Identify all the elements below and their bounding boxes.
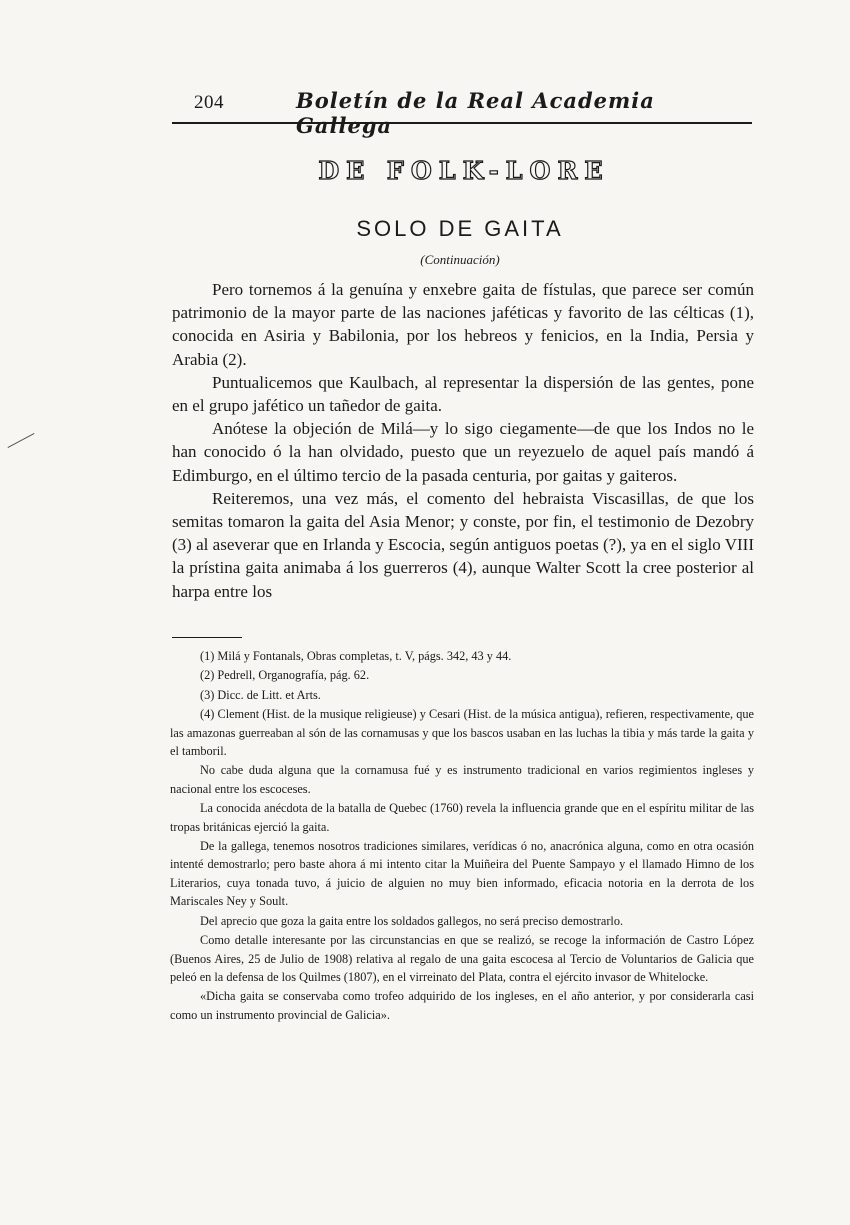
footnote: (1) Milá y Fontanals, Obras completas, t. V, págs. 342, 43 y 44. — [200, 649, 512, 663]
footnote-paragraph: La conocida anécdota de la batalla de Quebec (1760) revela la influencia grande que en el espíritu militar de las tropas británicas ejerció la gaita. — [170, 801, 754, 834]
footnote: (4) Clement (Hist. de la musique religieuse) y Cesari (Hist. de la música antigua), refieren, respectivamente, que las amazonas guerreaban al són de las cornamusas y que los bascos usaban en las luchas la tibia y más tarde la gaita y el tamboril. — [170, 707, 754, 759]
body-text — [172, 278, 754, 603]
page-header — [192, 88, 752, 138]
footnote-paragraph: «Dicha gaita se conservaba como trofeo adquirido de los ingleses, en el año anterior, y por considerarla casi como un instrumento provincial de Galicia». — [170, 989, 754, 1022]
footnotes — [170, 647, 754, 1025]
header-rule — [172, 122, 752, 124]
page-number: 204 — [194, 92, 224, 113]
footnote-paragraph: No cabe duda alguna que la cornamusa fué y es instrumento tradicional en varios regimientos ingleses y nacional entre los escoceses. — [170, 763, 754, 796]
article-title: SOLO DE GAITA — [356, 216, 564, 241]
running-title: Boletín de la Real Academia Gallega — [296, 88, 655, 138]
paragraph: Anótese la objeción de Milá—y lo sigo ciegamente—de que los Indos no le han conocido ó la han olvidado, puesto que un reyezuelo de aquel país mandó á Edimburgo, en el último tercio de la pasada centuria, por gaitas y gaiteros. — [172, 419, 754, 485]
paragraph: Reiteremos, una vez más, el comento del hebraista Viscasillas, de que los semitas tomaron la gaita del Asia Menor; y conste, por fin, el testimonio de Dezobry (3) al aseverar que en Irlanda y Escocia, según antiguos poetas (?), ya en el siglo VIII la prístina gaita animaba á los guerreros (4), aunque Walter Scott la cree posterior al harpa entre los — [172, 488, 754, 601]
footnote: (2) Pedrell, Organografía, pág. 62. — [200, 668, 370, 683]
section-title: DE FOLK-LORE — [318, 156, 610, 185]
margin-mark — [8, 433, 35, 448]
footnote-paragraph: De la gallega, tenemos nosotros tradiciones similares, verídicas ó no, anacrónica alguna, como en otra ocasión intenté demostrarlo; pero baste ahora á mi intento citar la Muiñeira del Puente Sampayo y el llamado Himno de los Literarios, cuya tonada tuvo, á juicio de alguien no muy bien informado, eficacia notoria en la derrota de los Mariscales Ney y Soult. — [170, 839, 754, 909]
article-subtitle: (Continuación) — [420, 252, 500, 267]
footnote-paragraph: Como detalle interesante por las circunstancias en que se realizó, se recoge la información de Castro López (Buenos Aires, 25 de Julio de 1908) relativa al regalo de una gaita escocesa al Tercio de Voluntarios de Galicia que peleó en la defensa de los Quilmes (1807), en el virreinato del Plata, contra el ejército invasor de Whitelocke. — [170, 933, 754, 984]
paragraph: Pero tornemos á la genuína y enxebre gaita de fístulas, que parece ser común patrimonio de la mayor parte de las naciones jaféticas y favorito de las célticas (1), conocida en Asiria y Babilonia, por los hebreos y fenicios, en la India, Persia y Arabia (2). — [172, 280, 754, 369]
footnote-rule — [172, 637, 242, 638]
footnote-paragraph: Del aprecio que goza la gaita entre los soldados gallegos, no será preciso demostrarlo. — [200, 913, 624, 928]
footnote: (3) Dicc. de Litt. et Arts. — [200, 687, 321, 702]
paragraph: Puntualicemos que Kaulbach, al representar la dispersión de las gentes, pone en el grupo jafético un tañedor de gaita. — [172, 372, 754, 416]
